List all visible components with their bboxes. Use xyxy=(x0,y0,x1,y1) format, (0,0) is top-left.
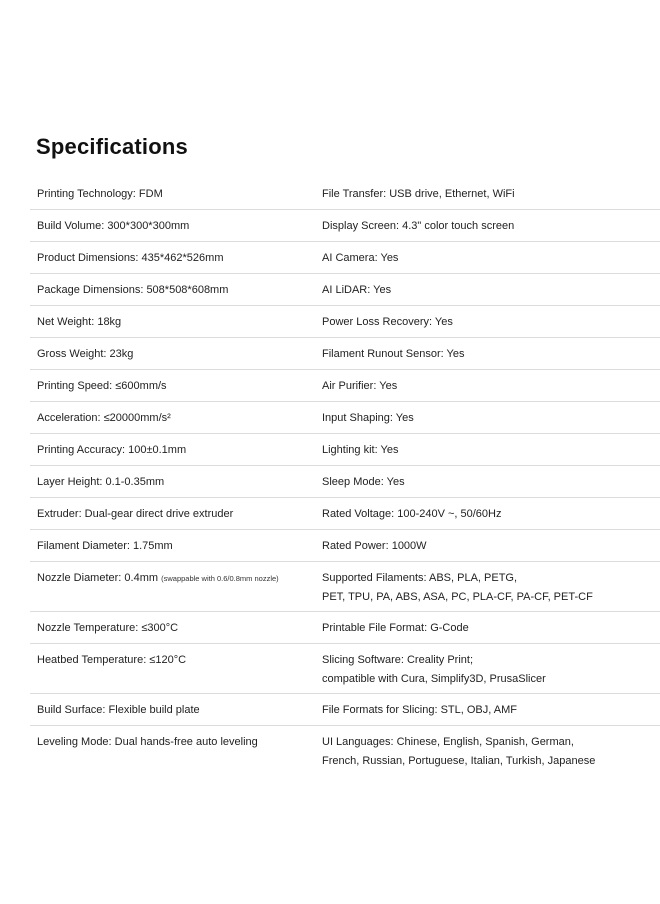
spec-right-line: File Transfer: USB drive, Ethernet, WiFi xyxy=(322,188,515,200)
spec-left-text: Build Volume: 300*300*300mm xyxy=(37,220,190,232)
spec-right-line: PET, TPU, PA, ABS, ASA, PC, PLA-CF, PA-CF, PET-CF xyxy=(322,591,593,603)
spec-left-cell xyxy=(30,726,315,776)
spec-row xyxy=(30,338,660,370)
spec-left-cell xyxy=(30,694,315,725)
spec-right-cell xyxy=(315,612,660,643)
spec-left-cell xyxy=(30,644,315,693)
spec-right-cell xyxy=(315,466,660,497)
spec-right-line: Input Shaping: Yes xyxy=(322,412,414,424)
spec-row xyxy=(30,402,660,434)
spec-left-cell xyxy=(30,370,315,401)
spec-right-line: Lighting kit: Yes xyxy=(322,444,399,456)
spec-row xyxy=(30,274,660,306)
spec-right-cell xyxy=(315,306,660,337)
spec-left-text: Printing Speed: ≤600mm/s xyxy=(37,380,167,392)
spec-left-text: Printing Technology: FDM xyxy=(37,188,163,200)
spec-row xyxy=(30,694,660,726)
spec-row xyxy=(30,466,660,498)
spec-left-text: Build Surface: Flexible build plate xyxy=(37,704,200,716)
spec-row xyxy=(30,530,660,562)
spec-right-line: AI LiDAR: Yes xyxy=(322,284,392,296)
page-title: Specifications xyxy=(36,134,188,159)
spec-right-cell xyxy=(315,402,660,433)
spec-right-line: French, Russian, Portuguese, Italian, Turkish, Japanese xyxy=(322,755,596,767)
spec-right-cell xyxy=(315,726,660,776)
spec-right-cell xyxy=(315,694,660,725)
spec-left-text: Nozzle Diameter: 0.4mm xyxy=(37,572,159,584)
spec-row xyxy=(30,178,660,210)
spec-row xyxy=(30,306,660,338)
spec-left-text: Nozzle Temperature: ≤300°C xyxy=(37,622,179,634)
spec-right-cell xyxy=(315,242,660,273)
spec-right-cell xyxy=(315,274,660,305)
spec-right-line: Sleep Mode: Yes xyxy=(322,476,405,488)
spec-left-cell xyxy=(30,338,315,369)
spec-right-cell xyxy=(315,562,660,611)
spec-left-cell xyxy=(30,274,315,305)
spec-left-note: (swappable with 0.6/0.8mm nozzle) xyxy=(161,574,279,583)
spec-left-cell xyxy=(30,434,315,465)
spec-left-text: Printing Accuracy: 100±0.1mm xyxy=(37,444,187,456)
spec-left-cell xyxy=(30,210,315,241)
spec-left-text: Product Dimensions: 435*462*526mm xyxy=(37,252,224,264)
spec-right-line: Filament Runout Sensor: Yes xyxy=(322,348,465,360)
spec-left-text: Leveling Mode: Dual hands-free auto leveling xyxy=(37,736,258,748)
spec-left-text: Acceleration: ≤20000mm/s² xyxy=(37,412,171,424)
spec-right-line: File Formats for Slicing: STL, OBJ, AMF xyxy=(322,704,517,716)
spec-right-cell xyxy=(315,338,660,369)
spec-left-text: Extruder: Dual-gear direct drive extruder xyxy=(37,508,234,520)
spec-row xyxy=(30,726,660,776)
spec-right-line: AI Camera: Yes xyxy=(322,252,399,264)
spec-right-line: Display Screen: 4.3" color touch screen xyxy=(322,220,515,232)
spec-left-cell xyxy=(30,306,315,337)
spec-left-cell xyxy=(30,178,315,209)
spec-right-line: UI Languages: Chinese, English, Spanish, German, xyxy=(322,736,574,748)
spec-left-cell xyxy=(30,242,315,273)
spec-right-line: Power Loss Recovery: Yes xyxy=(322,316,453,328)
spec-row xyxy=(30,210,660,242)
spec-row xyxy=(30,562,660,612)
spec-left-text: Layer Height: 0.1-0.35mm xyxy=(37,476,165,488)
spec-right-cell xyxy=(315,210,660,241)
spec-right-line: Rated Power: 1000W xyxy=(322,540,427,552)
spec-right-line: Rated Voltage: 100-240V ~, 50/60Hz xyxy=(322,508,502,520)
spec-right-line: Supported Filaments: ABS, PLA, PETG, xyxy=(322,572,518,584)
spec-left-text: Package Dimensions: 508*508*608mm xyxy=(37,284,229,296)
spec-row xyxy=(30,434,660,466)
spec-left-cell xyxy=(30,530,315,561)
spec-left-text: Net Weight: 18kg xyxy=(37,316,122,328)
spec-right-line: Air Purifier: Yes xyxy=(322,380,398,392)
spec-left-cell xyxy=(30,466,315,497)
spec-left-text: Heatbed Temperature: ≤120°C xyxy=(37,654,187,666)
spec-row xyxy=(30,644,660,694)
spec-right-cell xyxy=(315,178,660,209)
spec-row xyxy=(30,612,660,644)
spec-left-cell xyxy=(30,562,315,611)
spec-right-line: Printable File Format: G-Code xyxy=(322,622,469,634)
spec-right-cell xyxy=(315,530,660,561)
spec-row xyxy=(30,370,660,402)
spec-left-text: Gross Weight: 23kg xyxy=(37,348,134,360)
spec-right-cell xyxy=(315,434,660,465)
spec-row xyxy=(30,242,660,274)
spec-right-line: Slicing Software: Creality Print; xyxy=(322,654,473,666)
spec-left-text: Filament Diameter: 1.75mm xyxy=(37,540,173,552)
spec-left-cell xyxy=(30,498,315,529)
spec-right-cell xyxy=(315,498,660,529)
spec-right-line: compatible with Cura, Simplify3D, PrusaSlicer xyxy=(322,673,546,685)
spec-left-cell xyxy=(30,402,315,433)
spec-right-cell xyxy=(315,370,660,401)
spec-left-cell xyxy=(30,612,315,643)
spec-right-cell xyxy=(315,644,660,693)
spec-row xyxy=(30,498,660,530)
spec-table xyxy=(30,178,660,776)
